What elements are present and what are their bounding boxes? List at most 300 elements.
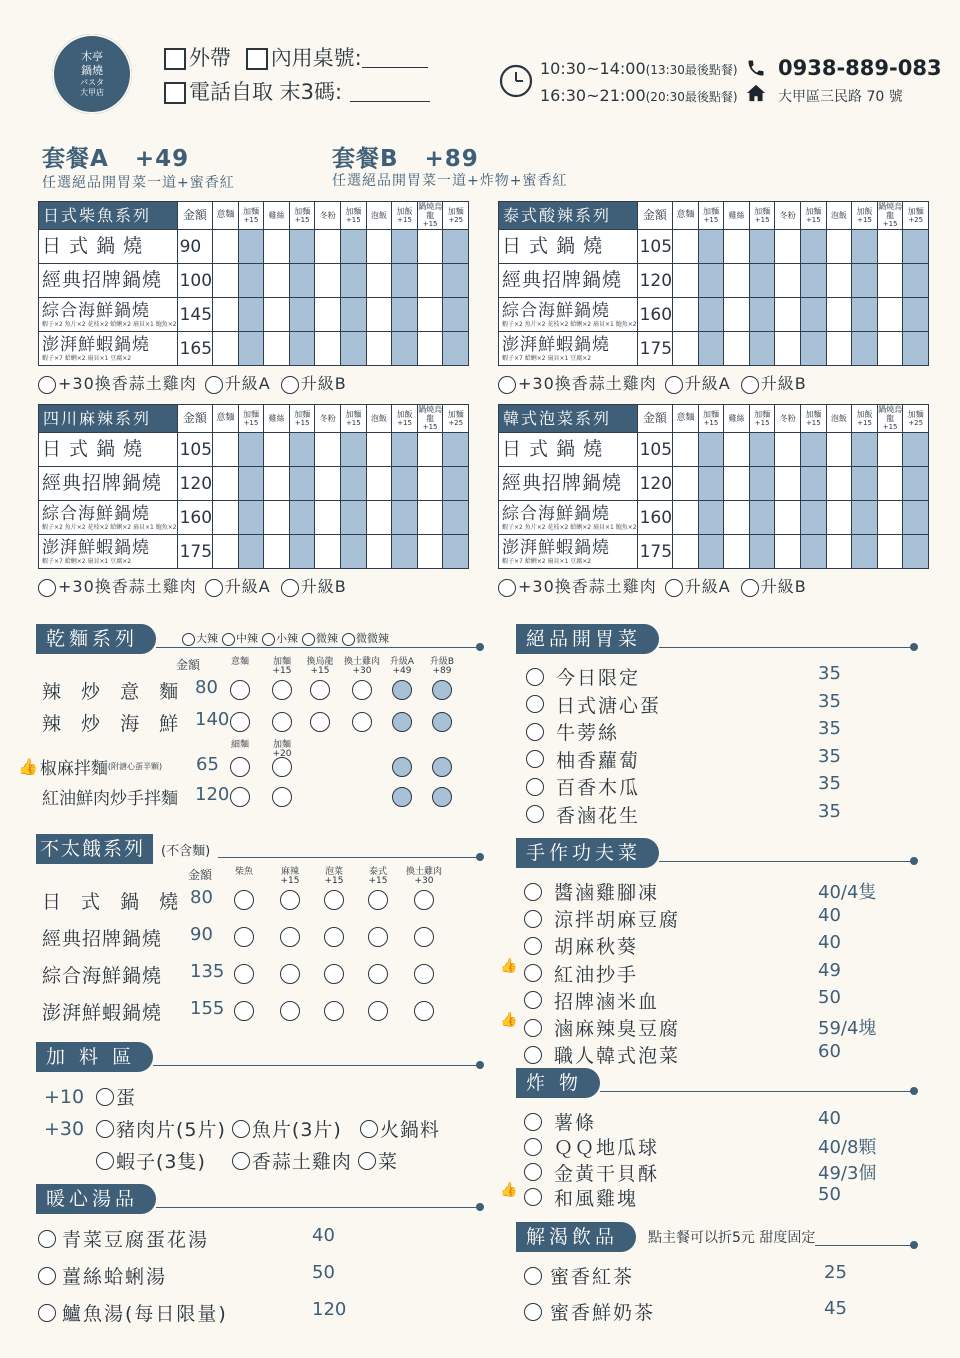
option-radio[interactable] <box>392 712 412 732</box>
item-radio[interactable] <box>524 964 542 982</box>
option-cell[interactable] <box>417 298 443 332</box>
option-cell[interactable] <box>775 467 801 501</box>
option-cell[interactable] <box>673 332 699 366</box>
fried-title: 炸 物 <box>516 1068 600 1098</box>
option-cell[interactable] <box>852 433 878 467</box>
option-cell[interactable] <box>698 535 724 569</box>
option-cell[interactable] <box>749 433 775 467</box>
option-cell[interactable] <box>341 332 367 366</box>
option-cell[interactable] <box>826 264 852 298</box>
option-radio[interactable] <box>230 680 250 700</box>
option-cell[interactable] <box>289 467 315 501</box>
option-cell[interactable] <box>826 332 852 366</box>
option-cell[interactable] <box>877 332 903 366</box>
spice-label: 中辣 <box>236 632 258 645</box>
option-radio[interactable] <box>310 712 330 732</box>
option-cell[interactable] <box>749 298 775 332</box>
option-radio[interactable] <box>310 680 330 700</box>
option-cell[interactable] <box>392 467 418 501</box>
col-option <box>366 202 392 230</box>
shrimp-radio[interactable] <box>96 1152 114 1170</box>
option-cell[interactable] <box>392 433 418 467</box>
option-radio[interactable] <box>324 927 344 947</box>
option-cell[interactable] <box>826 535 852 569</box>
chicken-radio[interactable] <box>232 1152 250 1170</box>
spice-radio[interactable] <box>222 633 235 646</box>
option-cell[interactable] <box>366 298 392 332</box>
option-cell[interactable] <box>852 230 878 264</box>
option-cell[interactable] <box>392 332 418 366</box>
spice-radio[interactable] <box>182 633 195 646</box>
option-cell[interactable] <box>213 501 239 535</box>
set-a-name: 套餐A <box>42 146 109 172</box>
option-cell[interactable] <box>341 535 367 569</box>
option-cell[interactable] <box>366 433 392 467</box>
option-cell[interactable] <box>852 535 878 569</box>
chicken-upgrade-radio[interactable] <box>38 579 56 597</box>
option-cell[interactable] <box>852 298 878 332</box>
option-cell[interactable] <box>749 501 775 535</box>
upgrade-a-radio[interactable] <box>665 376 683 394</box>
egg-radio[interactable] <box>96 1088 114 1106</box>
option-cell[interactable] <box>264 298 290 332</box>
item-radio[interactable] <box>38 1230 56 1248</box>
option-cell[interactable] <box>749 467 775 501</box>
option-cell[interactable] <box>673 501 699 535</box>
option-cell[interactable] <box>903 433 929 467</box>
option-cell[interactable] <box>801 298 827 332</box>
option-radio[interactable] <box>414 964 434 984</box>
option-cell[interactable] <box>775 535 801 569</box>
option-name: 加飯 <box>396 409 413 419</box>
light-col-header <box>178 868 222 882</box>
option-cell[interactable] <box>417 501 443 535</box>
option-cell[interactable] <box>443 467 469 501</box>
item-radio[interactable] <box>38 1304 56 1322</box>
hotpot-table <box>38 201 469 366</box>
option-cell[interactable] <box>443 433 469 467</box>
option-cell[interactable] <box>903 501 929 535</box>
option-cell[interactable] <box>877 501 903 535</box>
item-price: 25 <box>824 1262 847 1283</box>
option-radio[interactable] <box>280 964 300 984</box>
option-radio[interactable] <box>432 712 452 732</box>
option-cell[interactable] <box>903 535 929 569</box>
option-cell[interactable] <box>673 264 699 298</box>
phone-pickup-checkbox[interactable] <box>164 82 186 104</box>
option-radio[interactable] <box>324 964 344 984</box>
option-cell[interactable] <box>673 298 699 332</box>
table-header-row <box>499 405 929 433</box>
option-cell[interactable] <box>852 264 878 298</box>
option-cell[interactable] <box>801 535 827 569</box>
option-cell[interactable] <box>443 298 469 332</box>
option-cell[interactable] <box>264 264 290 298</box>
option-cell[interactable] <box>724 332 750 366</box>
option-cell[interactable] <box>698 230 724 264</box>
option-cell[interactable] <box>443 230 469 264</box>
veg-radio[interactable] <box>358 1152 376 1170</box>
option-radio[interactable] <box>414 927 434 947</box>
set-a-desc: 任選絕品開胃菜一道+蜜香紅 <box>42 175 235 191</box>
col-noodle: 意麵 <box>673 405 699 433</box>
item-radio[interactable] <box>38 1267 56 1285</box>
option-cell[interactable] <box>698 264 724 298</box>
option-cell[interactable] <box>749 230 775 264</box>
option-extra: +15 <box>805 418 821 427</box>
option-cell[interactable] <box>877 467 903 501</box>
addon-pork: 豬肉片(5片) <box>116 1119 226 1141</box>
option-radio[interactable] <box>368 890 388 910</box>
option-extra: +15 <box>754 215 770 224</box>
option-radio[interactable] <box>432 787 452 807</box>
spice-radio[interactable] <box>262 633 275 646</box>
option-radio[interactable] <box>272 757 292 777</box>
option-cell[interactable] <box>724 230 750 264</box>
option-cell[interactable] <box>264 535 290 569</box>
phone-last3-field[interactable] <box>350 84 430 102</box>
item-radio[interactable] <box>526 805 544 823</box>
option-radio[interactable] <box>230 757 250 777</box>
option-cell[interactable] <box>698 298 724 332</box>
option-name: 加飯 <box>856 409 873 419</box>
option-cell[interactable] <box>801 467 827 501</box>
chicken-upgrade-radio[interactable] <box>498 579 516 597</box>
option-cell[interactable] <box>698 467 724 501</box>
option-cell[interactable] <box>289 298 315 332</box>
option-cell[interactable] <box>315 433 341 467</box>
option-cell[interactable] <box>877 298 903 332</box>
option-cell[interactable] <box>775 298 801 332</box>
option-cell[interactable] <box>289 264 315 298</box>
table-row <box>39 298 469 332</box>
item-radio[interactable] <box>524 1138 542 1156</box>
soup-header <box>36 1184 480 1214</box>
option-cell[interactable] <box>213 230 239 264</box>
option-name: 泡飯 <box>830 414 847 423</box>
chicken-upgrade-radio[interactable] <box>498 376 516 394</box>
option-cell[interactable] <box>238 230 264 264</box>
item-title: 綜合海鮮鍋燒 <box>42 300 150 321</box>
divider <box>600 1091 914 1092</box>
option-cell[interactable] <box>724 535 750 569</box>
option-cell[interactable] <box>238 332 264 366</box>
option-cell[interactable] <box>341 264 367 298</box>
option-extra: +15 <box>882 220 898 228</box>
option-cell[interactable] <box>698 433 724 467</box>
option-radio[interactable] <box>324 890 344 910</box>
option-cell[interactable] <box>315 230 341 264</box>
item-name: 鱸魚湯(每日限量) <box>62 1303 228 1325</box>
option-cell[interactable] <box>724 467 750 501</box>
option-cell[interactable] <box>826 230 852 264</box>
option-cell[interactable] <box>775 332 801 366</box>
option-cell[interactable] <box>775 264 801 298</box>
option-cell[interactable] <box>724 501 750 535</box>
header-line: 泡菜 <box>324 867 343 877</box>
option-extra: +15 <box>857 418 872 427</box>
option-cell[interactable] <box>213 264 239 298</box>
hotpot-ingredient-radio[interactable] <box>360 1120 378 1138</box>
option-cell[interactable] <box>852 501 878 535</box>
option-cell[interactable] <box>238 501 264 535</box>
option-radio[interactable] <box>352 712 372 732</box>
option-cell[interactable] <box>877 433 903 467</box>
option-cell[interactable] <box>801 501 827 535</box>
option-cell[interactable] <box>366 501 392 535</box>
table-number-field[interactable] <box>362 50 428 68</box>
option-cell[interactable] <box>289 433 315 467</box>
option-cell[interactable] <box>826 433 852 467</box>
option-cell[interactable] <box>698 332 724 366</box>
option-cell[interactable] <box>341 433 367 467</box>
option-cell[interactable] <box>775 501 801 535</box>
option-cell[interactable] <box>366 332 392 366</box>
item-title: 澎湃鮮蝦鍋燒 <box>42 334 150 355</box>
option-name: 加麵 <box>294 206 311 216</box>
item-radio[interactable] <box>524 910 542 928</box>
option-radio[interactable] <box>414 1001 434 1021</box>
option-cell[interactable] <box>877 264 903 298</box>
option-cell[interactable] <box>264 230 290 264</box>
option-cell[interactable] <box>392 501 418 535</box>
option-cell[interactable] <box>877 535 903 569</box>
option-radio[interactable] <box>234 927 254 947</box>
header-line: +15 <box>280 876 300 886</box>
option-cell[interactable] <box>289 535 315 569</box>
item-radio[interactable] <box>524 1163 542 1181</box>
option-cell[interactable] <box>417 264 443 298</box>
spice-radio[interactable] <box>342 633 355 646</box>
item-radio[interactable] <box>524 991 542 1009</box>
option-radio[interactable] <box>234 1001 254 1021</box>
option-radio[interactable] <box>368 1001 388 1021</box>
item-name: 蜜香鮮奶茶 <box>550 1302 656 1324</box>
option-cell[interactable] <box>903 264 929 298</box>
option-radio[interactable] <box>392 757 412 777</box>
option-radio[interactable] <box>280 890 300 910</box>
option-cell[interactable] <box>724 264 750 298</box>
upgrade-b-radio[interactable] <box>741 376 759 394</box>
option-radio[interactable] <box>234 964 254 984</box>
option-radio[interactable] <box>230 712 250 732</box>
option-cell[interactable] <box>673 230 699 264</box>
option-cell[interactable] <box>443 535 469 569</box>
list-item <box>524 959 841 987</box>
option-cell[interactable] <box>238 467 264 501</box>
item-radio[interactable] <box>526 668 544 686</box>
pork-radio[interactable] <box>96 1120 114 1138</box>
option-cell[interactable] <box>417 535 443 569</box>
option-radio[interactable] <box>368 927 388 947</box>
option-radio[interactable] <box>368 964 388 984</box>
option-cell[interactable] <box>724 433 750 467</box>
option-cell[interactable] <box>315 264 341 298</box>
option-cell[interactable] <box>724 298 750 332</box>
option-cell[interactable] <box>749 332 775 366</box>
option-cell[interactable] <box>392 264 418 298</box>
option-cell[interactable] <box>238 298 264 332</box>
option-cell[interactable] <box>392 535 418 569</box>
option-cell[interactable] <box>443 264 469 298</box>
option-cell[interactable] <box>417 467 443 501</box>
option-cell[interactable] <box>775 433 801 467</box>
item-radio[interactable] <box>524 937 542 955</box>
option-cell[interactable] <box>443 332 469 366</box>
option-cell[interactable] <box>315 467 341 501</box>
option-cell[interactable] <box>749 264 775 298</box>
option-radio[interactable] <box>280 927 300 947</box>
divider <box>156 1207 480 1208</box>
table-row <box>499 467 929 501</box>
upgrade-b-radio[interactable] <box>281 376 299 394</box>
takeout-checkbox[interactable] <box>164 48 186 70</box>
option-cell[interactable] <box>213 332 239 366</box>
option-radio[interactable] <box>230 787 250 807</box>
option-radio[interactable] <box>272 712 292 732</box>
series-title: 日式柴魚系列 <box>39 202 178 230</box>
option-cell[interactable] <box>392 298 418 332</box>
upgrade-b-radio[interactable] <box>281 579 299 597</box>
item-radio[interactable] <box>526 695 544 713</box>
address: 大甲區三民路 70 號 <box>778 89 903 105</box>
option-cell[interactable] <box>289 332 315 366</box>
option-cell[interactable] <box>775 230 801 264</box>
option-cell[interactable] <box>443 501 469 535</box>
option-cell[interactable] <box>315 535 341 569</box>
item-radio[interactable] <box>524 1046 542 1064</box>
item-radio[interactable] <box>524 1267 542 1285</box>
item-price: 105 <box>637 230 672 264</box>
option-cell[interactable] <box>213 535 239 569</box>
option-cell[interactable] <box>315 298 341 332</box>
dinein-checkbox[interactable] <box>246 48 268 70</box>
option-cell[interactable] <box>341 298 367 332</box>
option-cell[interactable] <box>213 467 239 501</box>
option-radio[interactable] <box>392 680 412 700</box>
option-radio[interactable] <box>414 890 434 910</box>
upgrade-b-radio[interactable] <box>741 579 759 597</box>
option-cell[interactable] <box>315 501 341 535</box>
item-radio[interactable] <box>524 883 542 901</box>
option-cell[interactable] <box>238 264 264 298</box>
item-radio[interactable] <box>524 1303 542 1321</box>
option-cell[interactable] <box>903 230 929 264</box>
option-cell[interactable] <box>826 467 852 501</box>
option-cell[interactable] <box>903 298 929 332</box>
option-radio[interactable] <box>234 890 254 910</box>
option-cell[interactable] <box>417 332 443 366</box>
option-cell[interactable] <box>852 467 878 501</box>
option-radio[interactable] <box>324 1001 344 1021</box>
option-radio[interactable] <box>280 1001 300 1021</box>
hotpot-table-block <box>498 201 929 394</box>
upgrade-a-radio[interactable] <box>665 579 683 597</box>
option-cell[interactable] <box>366 264 392 298</box>
item-radio[interactable] <box>524 1019 542 1037</box>
item-radio[interactable] <box>524 1188 542 1206</box>
header-line: 意麵 <box>230 657 249 667</box>
set-a-title <box>42 140 189 173</box>
option-cell[interactable] <box>238 433 264 467</box>
option-cell[interactable] <box>289 230 315 264</box>
option-cell[interactable] <box>801 332 827 366</box>
option-radio[interactable] <box>432 680 452 700</box>
item-price: 120 <box>195 784 230 805</box>
option-cell[interactable] <box>673 433 699 467</box>
option-cell[interactable] <box>801 433 827 467</box>
option-cell[interactable] <box>852 332 878 366</box>
item-radio[interactable] <box>526 723 544 741</box>
option-cell[interactable] <box>264 501 290 535</box>
col-noodle: 意麵 <box>213 405 239 433</box>
chicken-upgrade-radio[interactable] <box>38 376 56 394</box>
hours-dinner: 16:30~21:00 <box>540 86 646 105</box>
option-cell[interactable] <box>238 535 264 569</box>
option-radio[interactable] <box>392 787 412 807</box>
option-cell[interactable] <box>341 467 367 501</box>
option-cell[interactable] <box>826 298 852 332</box>
option-cell[interactable] <box>366 535 392 569</box>
item-name: 金黃干貝酥 <box>554 1162 660 1185</box>
option-cell[interactable] <box>341 501 367 535</box>
option-cell[interactable] <box>903 467 929 501</box>
option-cell[interactable] <box>903 332 929 366</box>
item-radio[interactable] <box>526 778 544 796</box>
spice-radio[interactable] <box>302 633 315 646</box>
option-cell[interactable] <box>366 467 392 501</box>
option-cell[interactable] <box>801 264 827 298</box>
upgrade-a-radio[interactable] <box>205 579 223 597</box>
option-cell[interactable] <box>392 230 418 264</box>
option-radio[interactable] <box>432 757 452 777</box>
addon-fish: 魚片(3片) <box>251 1119 342 1141</box>
option-cell[interactable] <box>673 535 699 569</box>
option-cell[interactable] <box>341 230 367 264</box>
option-radio[interactable] <box>272 680 292 700</box>
option-cell[interactable] <box>826 501 852 535</box>
fish-radio[interactable] <box>232 1120 250 1138</box>
option-cell[interactable] <box>315 332 341 366</box>
chicken-upgrade-label: +30換香蒜土雞肉 <box>58 577 197 596</box>
option-cell[interactable] <box>417 433 443 467</box>
set-b-price: +89 <box>424 146 479 172</box>
list-item <box>524 1183 841 1211</box>
option-radio[interactable] <box>272 787 292 807</box>
option-cell[interactable] <box>264 433 290 467</box>
clock-icon <box>498 63 534 99</box>
item-radio[interactable] <box>526 750 544 768</box>
option-cell[interactable] <box>673 467 699 501</box>
option-cell[interactable] <box>264 332 290 366</box>
option-cell[interactable] <box>417 230 443 264</box>
list-item <box>38 1225 335 1252</box>
option-cell[interactable] <box>366 230 392 264</box>
option-cell[interactable] <box>801 230 827 264</box>
option-cell[interactable] <box>264 467 290 501</box>
option-cell[interactable] <box>213 298 239 332</box>
option-cell[interactable] <box>698 501 724 535</box>
item-name <box>499 298 638 332</box>
option-cell[interactable] <box>289 501 315 535</box>
option-cell[interactable] <box>877 230 903 264</box>
upgrade-a-label: 升級A <box>224 374 271 393</box>
option-radio[interactable] <box>352 680 372 700</box>
upgrade-a-radio[interactable] <box>205 376 223 394</box>
option-cell[interactable] <box>213 433 239 467</box>
item-radio[interactable] <box>524 1113 542 1131</box>
option-cell[interactable] <box>749 535 775 569</box>
